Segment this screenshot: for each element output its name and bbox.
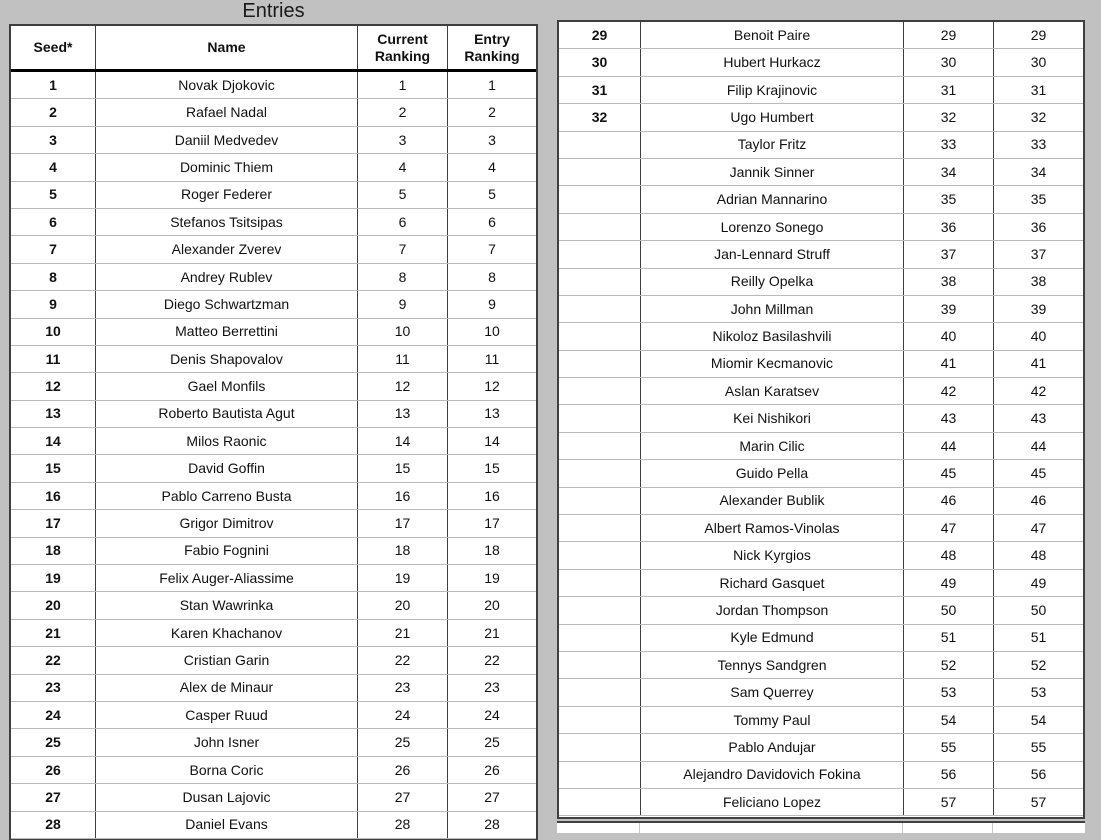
name-cell: Adrian Mannarino — [641, 186, 904, 212]
header-entry-ranking: Entry Ranking — [464, 30, 520, 64]
current-ranking-cell: 1 — [358, 72, 448, 98]
table-row — [559, 132, 1083, 159]
current-ranking-cell: 9 — [358, 291, 448, 317]
seed-cell: 23 — [11, 675, 96, 701]
seed-cell: 30 — [559, 49, 641, 75]
table-row — [559, 707, 1083, 734]
seed-cell: 25 — [11, 729, 96, 755]
entry-ranking-cell: 43 — [1030, 410, 1047, 427]
name-cell: Borna Coric — [96, 757, 358, 783]
seed-cell: 2 — [11, 99, 96, 125]
name-cell: Alejandro Davidovich Fokina — [641, 762, 904, 788]
table-row — [559, 323, 1083, 350]
name-cell: Denis Shapovalov — [96, 346, 358, 372]
seed-cell: 20 — [11, 592, 96, 618]
seed-cell — [559, 652, 641, 678]
table-row — [559, 77, 1083, 104]
entry-ranking-cell: 49 — [1030, 574, 1047, 591]
seed-cell — [559, 597, 641, 623]
name-cell: Fabio Fognini — [96, 538, 358, 564]
entry-ranking-cell: 18 — [484, 542, 500, 559]
entry-ranking-cell: 38 — [1030, 273, 1047, 290]
entry-ranking-cell: 8 — [488, 268, 496, 285]
name-cell: Pablo Andujar — [641, 734, 904, 760]
seed-cell: 21 — [11, 620, 96, 646]
name-cell: Nikoloz Basilashvili — [641, 323, 904, 349]
current-ranking-cell: 15 — [358, 455, 448, 481]
name-cell: Tommy Paul — [641, 707, 904, 733]
entry-ranking-cell: 34 — [1030, 163, 1047, 180]
name-cell: Feliciano Lopez — [641, 789, 904, 815]
table-row — [11, 812, 536, 839]
seed-cell — [559, 214, 641, 240]
seed-cell — [559, 132, 641, 158]
seed-cell — [559, 241, 641, 267]
current-ranking-cell: 4 — [358, 154, 448, 180]
table-row — [559, 241, 1083, 268]
header-seed: Seed* — [11, 26, 96, 69]
table-row — [559, 405, 1083, 432]
table-row — [11, 99, 536, 126]
table-row — [11, 538, 536, 565]
entry-ranking-cell: 5 — [488, 186, 496, 203]
name-cell: Alex de Minaur — [96, 675, 358, 701]
entry-ranking-cell: 16 — [484, 487, 500, 504]
current-ranking-cell: 10 — [358, 319, 448, 345]
name-cell: Hubert Hurkacz — [641, 49, 904, 75]
table-row — [559, 762, 1083, 789]
seed-cell: 16 — [11, 483, 96, 509]
entry-ranking-cell: 51 — [1030, 629, 1047, 646]
table-row — [11, 209, 536, 236]
table-row — [559, 597, 1083, 624]
entry-ranking-cell: 55 — [1030, 738, 1047, 755]
current-ranking-cell: 26 — [358, 757, 448, 783]
table-row — [559, 378, 1083, 405]
header-current-ranking: Current Ranking — [358, 26, 448, 69]
seed-cell — [559, 625, 641, 651]
entry-ranking-cell: 53 — [1030, 684, 1047, 701]
current-ranking-cell: 56 — [904, 762, 994, 788]
name-cell: Diego Schwartzman — [96, 291, 358, 317]
entry-ranking-cell: 19 — [484, 569, 500, 586]
entry-ranking-cell: 26 — [484, 761, 500, 778]
seed-cell: 17 — [11, 510, 96, 536]
entry-ranking-cell: 35 — [1030, 191, 1047, 208]
seed-cell: 19 — [11, 565, 96, 591]
entry-ranking-cell: 31 — [1030, 81, 1047, 98]
table-row — [11, 455, 536, 482]
name-cell: Daniel Evans — [96, 812, 358, 838]
name-cell: Roberto Bautista Agut — [96, 401, 358, 427]
seed-cell — [559, 570, 641, 596]
entry-ranking-cell: 48 — [1030, 547, 1047, 564]
table-row — [11, 182, 536, 209]
seed-cell: 9 — [11, 291, 96, 317]
table-row — [11, 428, 536, 455]
entries-table-left — [9, 24, 538, 840]
name-cell: Miomir Kecmanovic — [641, 351, 904, 377]
name-cell: Matteo Berrettini — [96, 319, 358, 345]
name-cell: Dusan Lajovic — [96, 784, 358, 810]
current-ranking-cell: 30 — [904, 49, 994, 75]
current-ranking-cell: 40 — [904, 323, 994, 349]
seed-cell: 11 — [11, 346, 96, 372]
entry-ranking-cell: 21 — [484, 624, 500, 641]
current-ranking-cell: 27 — [358, 784, 448, 810]
entry-ranking-cell: 39 — [1030, 300, 1047, 317]
entry-ranking-cell: 11 — [484, 350, 500, 367]
entry-ranking-cell: 1 — [488, 76, 496, 93]
entry-ranking-cell: 14 — [484, 432, 500, 449]
name-cell: Kyle Edmund — [641, 625, 904, 651]
seed-cell: 3 — [11, 127, 96, 153]
name-cell: David Goffin — [96, 455, 358, 481]
name-cell: Albert Ramos-Vinolas — [641, 515, 904, 541]
name-cell: Alexander Bublik — [641, 488, 904, 514]
table-row — [11, 784, 536, 811]
table-row — [559, 214, 1083, 241]
seed-cell — [559, 515, 641, 541]
current-ranking-cell: 55 — [904, 734, 994, 760]
entry-ranking-cell: 41 — [1030, 355, 1047, 372]
name-cell: Sam Querrey — [641, 679, 904, 705]
partial-next-section — [557, 821, 1085, 833]
entry-ranking-cell: 29 — [1030, 26, 1047, 43]
name-cell: Taylor Fritz — [641, 132, 904, 158]
table-row — [11, 236, 536, 263]
current-ranking-cell: 36 — [904, 214, 994, 240]
current-ranking-cell: 52 — [904, 652, 994, 678]
current-ranking-cell: 31 — [904, 77, 994, 103]
entry-ranking-cell: 46 — [1030, 492, 1047, 509]
entry-ranking-cell: 28 — [484, 816, 500, 833]
current-ranking-cell: 49 — [904, 570, 994, 596]
current-ranking-cell: 2 — [358, 99, 448, 125]
seed-cell — [559, 433, 641, 459]
seed-cell: 14 — [11, 428, 96, 454]
seed-cell — [559, 351, 641, 377]
current-ranking-cell: 12 — [358, 373, 448, 399]
name-cell: Tennys Sandgren — [641, 652, 904, 678]
current-ranking-cell: 18 — [358, 538, 448, 564]
name-cell: Richard Gasquet — [641, 570, 904, 596]
current-ranking-cell: 35 — [904, 186, 994, 212]
entry-ranking-cell: 2 — [488, 104, 496, 121]
current-ranking-cell: 20 — [358, 592, 448, 618]
seed-cell — [559, 542, 641, 568]
table-row — [11, 647, 536, 674]
table-row — [11, 675, 536, 702]
entry-ranking-cell: 32 — [1030, 108, 1047, 125]
entry-ranking-cell: 45 — [1030, 465, 1047, 482]
name-cell: Lorenzo Sonego — [641, 214, 904, 240]
table-row — [11, 373, 536, 400]
entry-ranking-cell: 56 — [1030, 766, 1047, 783]
table-row — [11, 264, 536, 291]
entries-table-right — [557, 20, 1085, 819]
entry-ranking-cell: 7 — [488, 241, 496, 258]
table-row — [11, 291, 536, 318]
current-ranking-cell: 8 — [358, 264, 448, 290]
entry-ranking-cell: 57 — [1030, 793, 1047, 810]
seed-cell: 8 — [11, 264, 96, 290]
current-ranking-cell: 23 — [358, 675, 448, 701]
seed-cell: 15 — [11, 455, 96, 481]
seed-cell: 13 — [11, 401, 96, 427]
seed-cell: 6 — [11, 209, 96, 235]
table-body-right — [559, 22, 1083, 816]
table-row — [559, 351, 1083, 378]
current-ranking-cell: 32 — [904, 104, 994, 130]
seed-cell — [559, 186, 641, 212]
current-ranking-cell: 48 — [904, 542, 994, 568]
entry-ranking-cell: 25 — [484, 734, 500, 751]
seed-cell — [559, 405, 641, 431]
entry-ranking-cell: 22 — [484, 652, 500, 668]
seed-cell: 29 — [559, 22, 641, 48]
table-row — [11, 757, 536, 784]
current-ranking-cell: 22 — [358, 647, 448, 673]
current-ranking-cell: 53 — [904, 679, 994, 705]
name-cell: Andrey Rublev — [96, 264, 358, 290]
name-cell: Grigor Dimitrov — [96, 510, 358, 536]
seed-cell — [559, 323, 641, 349]
name-cell: Benoit Paire — [641, 22, 904, 48]
current-ranking-cell: 17 — [358, 510, 448, 536]
seed-cell — [559, 789, 641, 815]
entry-ranking-cell: 12 — [484, 378, 500, 395]
seed-cell — [559, 707, 641, 733]
current-ranking-cell: 46 — [904, 488, 994, 514]
name-cell: John Millman — [641, 296, 904, 322]
seed-cell: 12 — [11, 373, 96, 399]
seed-cell: 10 — [11, 319, 96, 345]
name-cell: Jan-Lennard Struff — [641, 241, 904, 267]
name-cell: Nick Kyrgios — [641, 542, 904, 568]
table-row — [559, 186, 1083, 213]
current-ranking-cell: 24 — [358, 702, 448, 728]
name-cell: Dominic Thiem — [96, 154, 358, 180]
current-ranking-cell: 19 — [358, 565, 448, 591]
table-row — [11, 592, 536, 619]
seed-cell: 22 — [11, 647, 96, 673]
header-name: Name — [96, 26, 358, 69]
table-row — [559, 679, 1083, 706]
entry-ranking-cell: 36 — [1030, 218, 1047, 235]
seed-cell — [559, 762, 641, 788]
seed-cell: 18 — [11, 538, 96, 564]
current-ranking-cell: 29 — [904, 22, 994, 48]
table-row — [559, 570, 1083, 597]
table-row — [559, 488, 1083, 515]
table-row — [559, 433, 1083, 460]
current-ranking-cell: 13 — [358, 401, 448, 427]
entry-ranking-cell: 13 — [484, 405, 500, 422]
seed-cell: 28 — [11, 812, 96, 838]
name-cell: Stan Wawrinka — [96, 592, 358, 618]
current-ranking-cell: 43 — [904, 405, 994, 431]
name-cell: Aslan Karatsev — [641, 378, 904, 404]
seed-cell — [559, 460, 641, 486]
name-cell: Daniil Medvedev — [96, 127, 358, 153]
current-ranking-cell: 16 — [358, 483, 448, 509]
table-row — [11, 565, 536, 592]
entry-ranking-cell: 9 — [488, 295, 496, 312]
table-row — [559, 515, 1083, 542]
current-ranking-cell: 21 — [358, 620, 448, 646]
seed-cell — [559, 488, 641, 514]
entry-ranking-cell: 23 — [484, 679, 500, 696]
seed-cell: 27 — [11, 784, 96, 810]
seed-cell: 24 — [11, 702, 96, 728]
current-ranking-cell: 34 — [904, 159, 994, 185]
current-ranking-cell: 47 — [904, 515, 994, 541]
current-ranking-cell: 37 — [904, 241, 994, 267]
name-cell: Reilly Opelka — [641, 269, 904, 295]
column-divider — [639, 823, 640, 833]
name-cell: Novak Djokovic — [96, 72, 358, 98]
seed-cell: 32 — [559, 104, 641, 130]
seed-cell — [559, 378, 641, 404]
entry-ranking-cell: 4 — [488, 158, 496, 175]
table-row — [559, 734, 1083, 761]
table-row — [11, 702, 536, 729]
entry-ranking-cell: 50 — [1030, 602, 1047, 618]
entry-ranking-cell: 52 — [1030, 656, 1047, 673]
current-ranking-cell: 5 — [358, 182, 448, 208]
current-ranking-cell: 11 — [358, 346, 448, 372]
name-cell: John Isner — [96, 729, 358, 755]
name-cell: Marin Cilic — [641, 433, 904, 459]
seed-cell: 4 — [11, 154, 96, 180]
table-row — [559, 542, 1083, 569]
current-ranking-cell: 44 — [904, 433, 994, 459]
name-cell: Stefanos Tsitsipas — [96, 209, 358, 235]
table-row — [11, 483, 536, 510]
name-cell: Roger Federer — [96, 182, 358, 208]
seed-cell: 7 — [11, 236, 96, 262]
table-header-row — [11, 26, 536, 72]
name-cell: Kei Nishikori — [641, 405, 904, 431]
current-ranking-cell: 45 — [904, 460, 994, 486]
current-ranking-cell: 38 — [904, 269, 994, 295]
entry-ranking-cell: 24 — [484, 706, 500, 723]
entry-ranking-cell: 44 — [1030, 437, 1047, 454]
entry-ranking-cell: 3 — [488, 131, 496, 148]
seed-cell: 26 — [11, 757, 96, 783]
table-row — [11, 346, 536, 373]
seed-cell — [559, 269, 641, 295]
current-ranking-cell: 41 — [904, 351, 994, 377]
name-cell: Ugo Humbert — [641, 104, 904, 130]
table-body-left — [11, 72, 536, 839]
current-ranking-cell: 6 — [358, 209, 448, 235]
current-ranking-cell: 28 — [358, 812, 448, 838]
entry-ranking-cell: 17 — [484, 515, 500, 532]
seed-cell — [559, 296, 641, 322]
table-row — [11, 620, 536, 647]
name-cell: Gael Monfils — [96, 373, 358, 399]
table-row — [11, 127, 536, 154]
current-ranking-cell: 42 — [904, 378, 994, 404]
current-ranking-cell: 54 — [904, 707, 994, 733]
current-ranking-cell: 39 — [904, 296, 994, 322]
table-row — [11, 510, 536, 537]
table-row — [559, 652, 1083, 679]
table-row — [11, 729, 536, 756]
name-cell: Rafael Nadal — [96, 99, 358, 125]
entry-ranking-cell: 10 — [484, 323, 500, 340]
seed-cell — [559, 734, 641, 760]
table-row — [559, 22, 1083, 49]
entry-ranking-cell: 42 — [1030, 382, 1047, 399]
table-row — [559, 159, 1083, 186]
seed-cell — [559, 159, 641, 185]
current-ranking-cell: 50 — [904, 597, 994, 623]
name-cell: Guido Pella — [641, 460, 904, 486]
name-cell: Jordan Thompson — [641, 597, 904, 623]
column-divider — [992, 823, 993, 833]
entry-ranking-cell: 20 — [484, 597, 500, 614]
table-row — [559, 460, 1083, 487]
table-row — [11, 319, 536, 346]
current-ranking-cell: 57 — [904, 789, 994, 815]
name-cell: Milos Raonic — [96, 428, 358, 454]
entry-ranking-cell: 54 — [1030, 711, 1047, 728]
entry-ranking-cell: 15 — [484, 460, 500, 477]
table-row — [559, 789, 1083, 816]
table-row — [559, 625, 1083, 652]
name-cell: Cristian Garin — [96, 647, 358, 673]
entry-ranking-cell: 33 — [1030, 136, 1047, 153]
table-row — [559, 269, 1083, 296]
table-row — [11, 401, 536, 428]
entry-ranking-cell: 30 — [1030, 54, 1047, 71]
seed-cell: 5 — [11, 182, 96, 208]
current-ranking-cell: 7 — [358, 236, 448, 262]
table-row — [559, 104, 1083, 131]
entry-ranking-cell: 37 — [1030, 245, 1047, 262]
table-row — [559, 296, 1083, 323]
name-cell: Filip Krajinovic — [641, 77, 904, 103]
name-cell: Pablo Carreno Busta — [96, 483, 358, 509]
current-ranking-cell: 51 — [904, 625, 994, 651]
name-cell: Casper Ruud — [96, 702, 358, 728]
name-cell: Karen Khachanov — [96, 620, 358, 646]
seed-cell — [559, 679, 641, 705]
current-ranking-cell: 14 — [358, 428, 448, 454]
name-cell: Jannik Sinner — [641, 159, 904, 185]
page-title: Entries — [242, 0, 305, 22]
name-cell: Felix Auger-Aliassime — [96, 565, 358, 591]
entry-ranking-cell: 40 — [1030, 328, 1047, 345]
seed-cell: 31 — [559, 77, 641, 103]
name-cell: Alexander Zverev — [96, 236, 358, 262]
entry-ranking-cell: 6 — [488, 213, 496, 230]
current-ranking-cell: 33 — [904, 132, 994, 158]
entry-ranking-cell: 27 — [484, 788, 500, 805]
seed-cell: 1 — [11, 72, 96, 98]
table-row — [559, 49, 1083, 76]
current-ranking-cell: 25 — [358, 729, 448, 755]
entry-ranking-cell: 47 — [1030, 519, 1047, 536]
table-row — [11, 154, 536, 181]
current-ranking-cell: 3 — [358, 127, 448, 153]
column-divider — [902, 823, 903, 833]
table-row — [11, 72, 536, 99]
